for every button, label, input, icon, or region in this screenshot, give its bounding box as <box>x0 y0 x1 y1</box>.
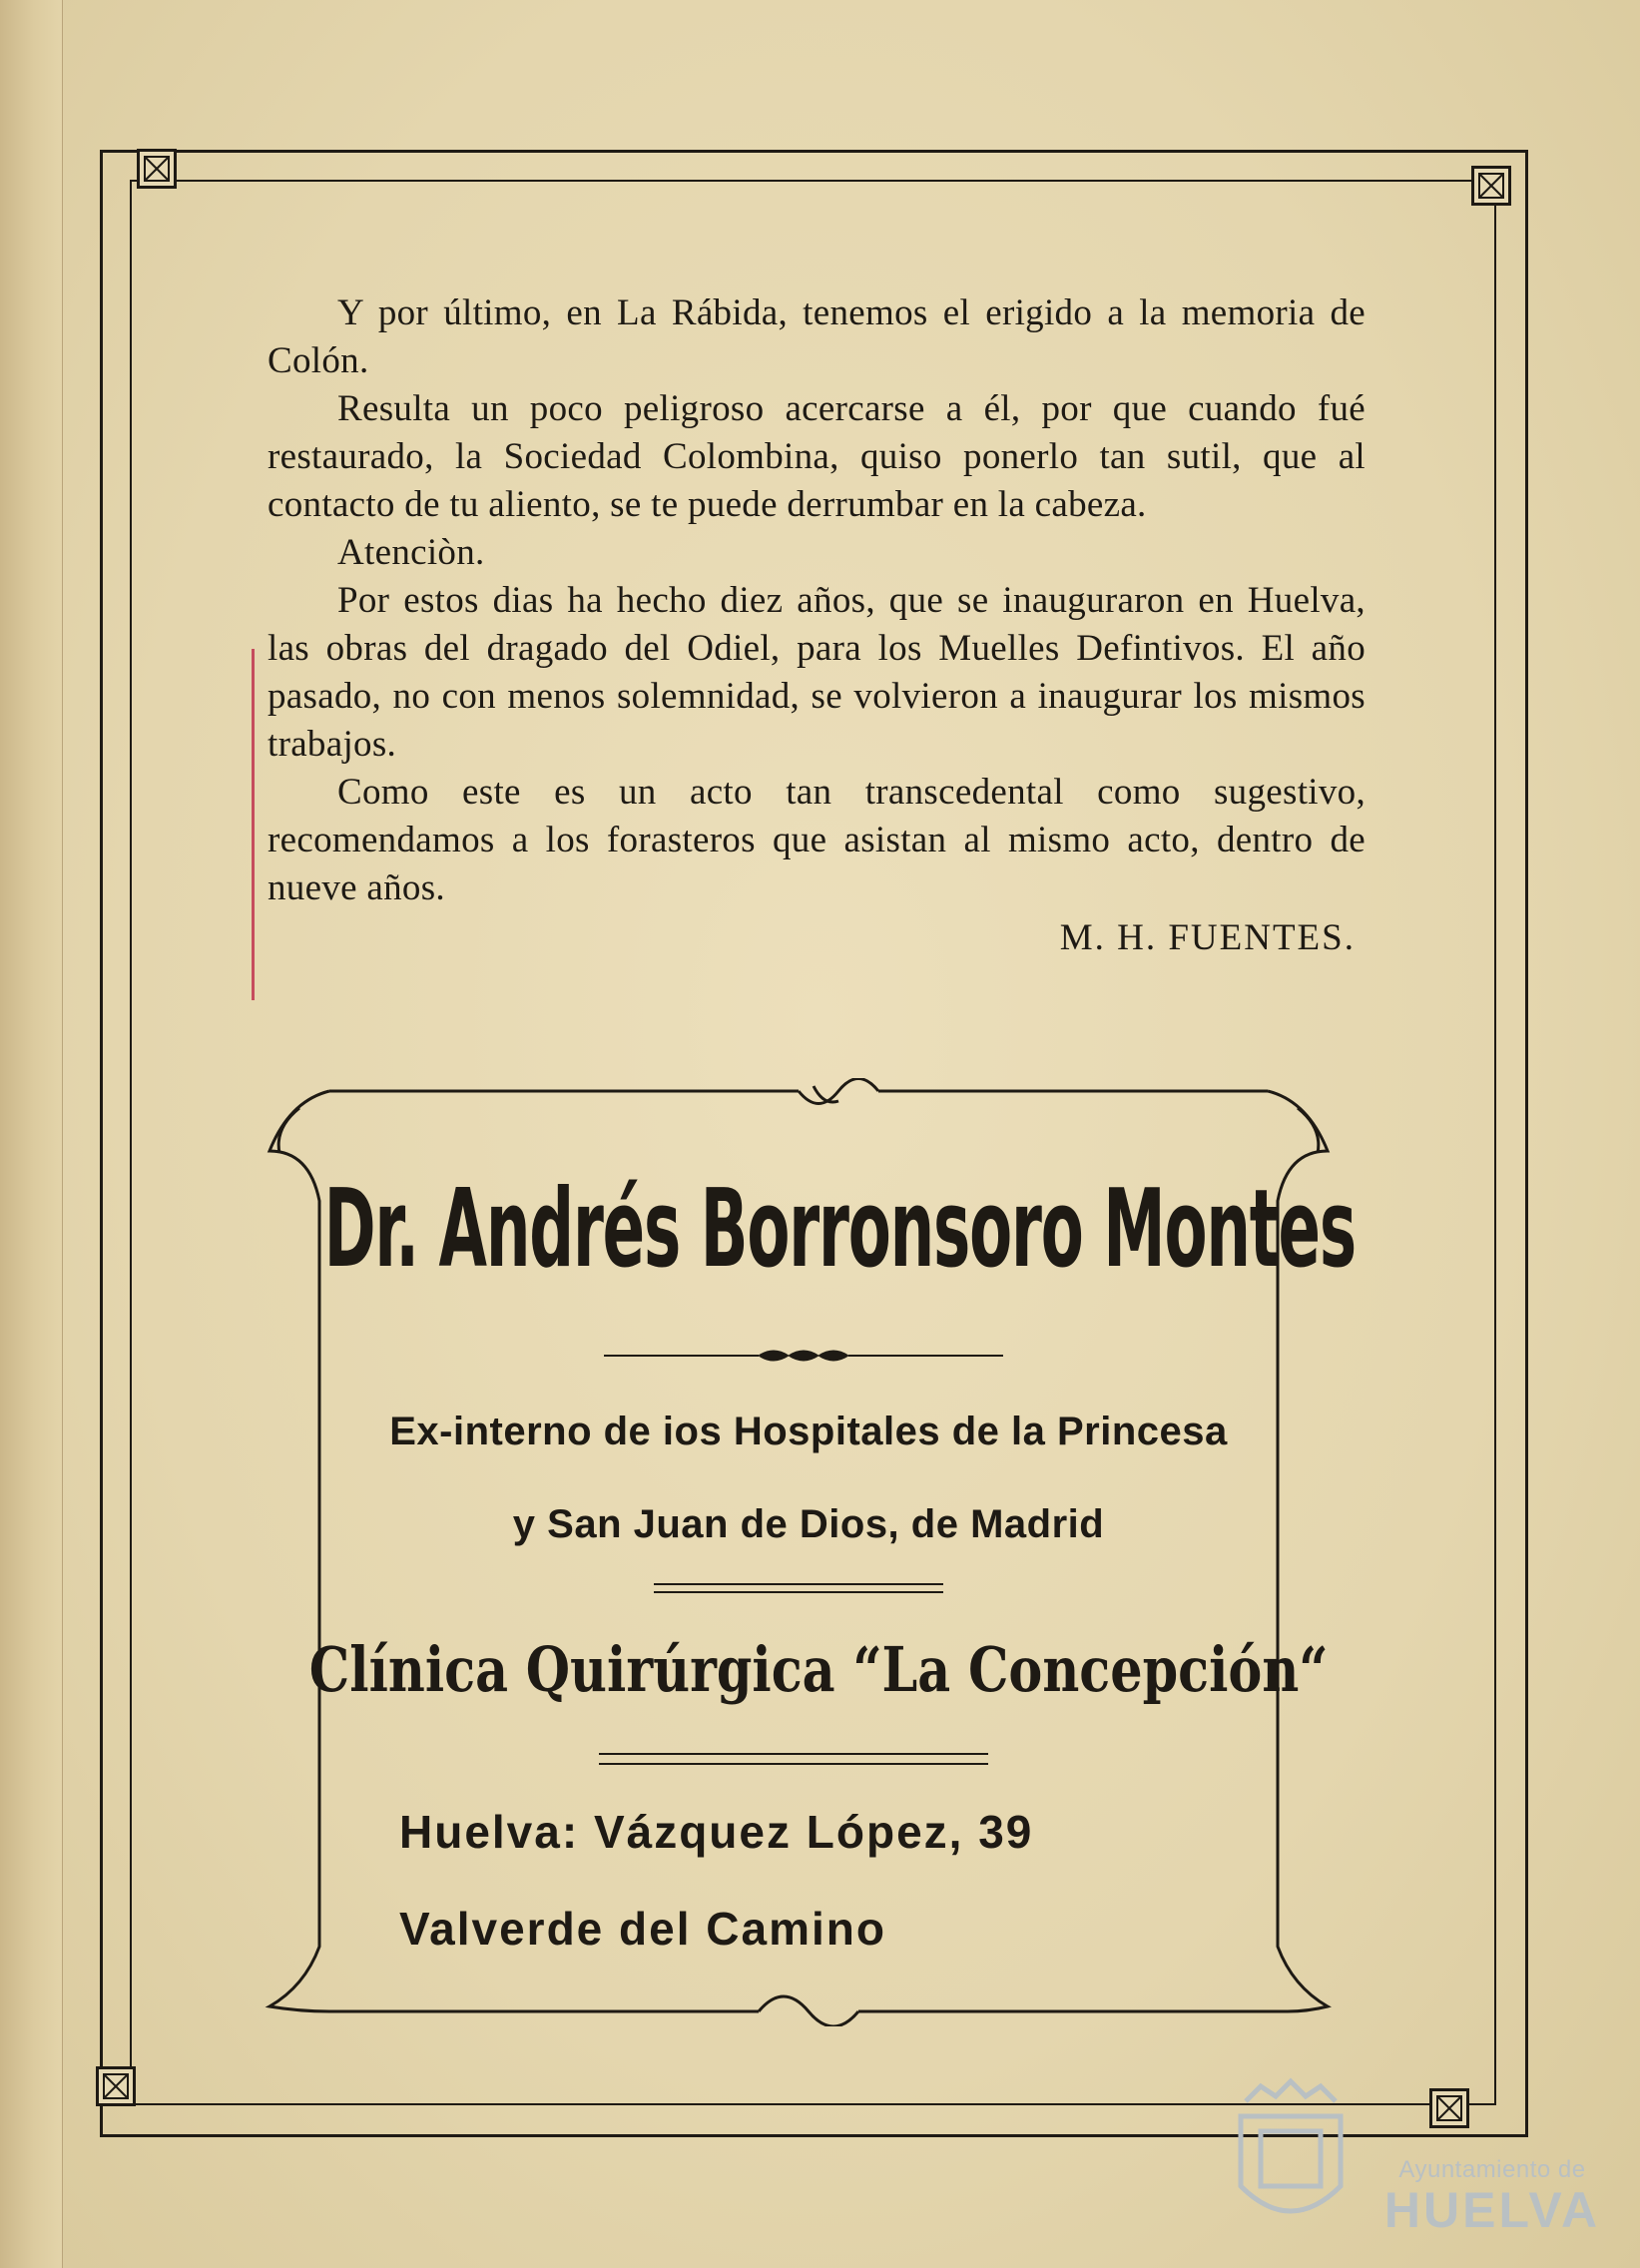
double-rule-bottom <box>599 1763 988 1765</box>
watermark-small-text: Ayuntamiento de <box>1398 2156 1586 2183</box>
article-text <box>268 289 1366 962</box>
book-spine <box>0 0 63 2268</box>
divider-ornament-icon <box>604 1346 1003 1366</box>
watermark <box>1363 2156 1622 2236</box>
advertiser-name: Dr. Andrés Borronsoro Montes <box>323 1167 1356 1292</box>
article-paragraph: Por estos dias ha hecho diez años, que se inauguraron en Huelva, las obras del dragado del Odiel, para los Muelles Defintivos. El año pasado, no con menos solemnidad, se volvieron a inaugurar los mismos trabajos. <box>268 580 1366 765</box>
article-signature: M. H. FUENTES. <box>1059 917 1356 958</box>
coat-of-arms-icon <box>1226 2076 1356 2236</box>
corner-ornament-icon <box>96 2066 136 2106</box>
article-paragraph: Resulta un poco peligroso acercarse a él, por que cuando fué restaurado, la Sociedad Colombina, quiso ponerlo tan sutil, que al contacto de tu aliento, se te puede derrumbar en la cabeza. <box>268 388 1366 525</box>
double-rule-top <box>599 1753 988 1755</box>
corner-ornament-icon <box>137 149 177 189</box>
margin-pen-mark <box>252 649 255 1000</box>
advertiser-credentials-line-2: y San Juan de Dios, de Madrid <box>512 1502 1105 1546</box>
address-line-2: Valverde del Camino <box>399 1903 886 1955</box>
corner-ornament-icon <box>1429 2088 1469 2128</box>
article-paragraph: Y por último, en La Rábida, tenemos el erigido a la memoria de Colón. <box>268 292 1366 381</box>
double-rule-bottom <box>654 1591 943 1593</box>
clinic-name: Clínica Quirúrgica “La Concepción“ <box>308 1633 1329 1706</box>
address-line-1: Huelva: Vázquez López, 39 <box>399 1806 1034 1858</box>
advertiser-credentials-line-1: Ex-interno de ios Hospitales de la Princesa <box>389 1410 1228 1453</box>
article-paragraph: Como este es un acto tan transcedental como sugestivo, recomendamos a los forasteros que asistan al mismo acto, dentro de nueve años. <box>268 772 1366 908</box>
corner-ornament-icon <box>1471 166 1511 206</box>
double-rule-top <box>654 1583 943 1585</box>
watermark-big-text: HUELVA <box>1383 2182 1601 2238</box>
article-paragraph: Atenciòn. <box>337 532 485 573</box>
